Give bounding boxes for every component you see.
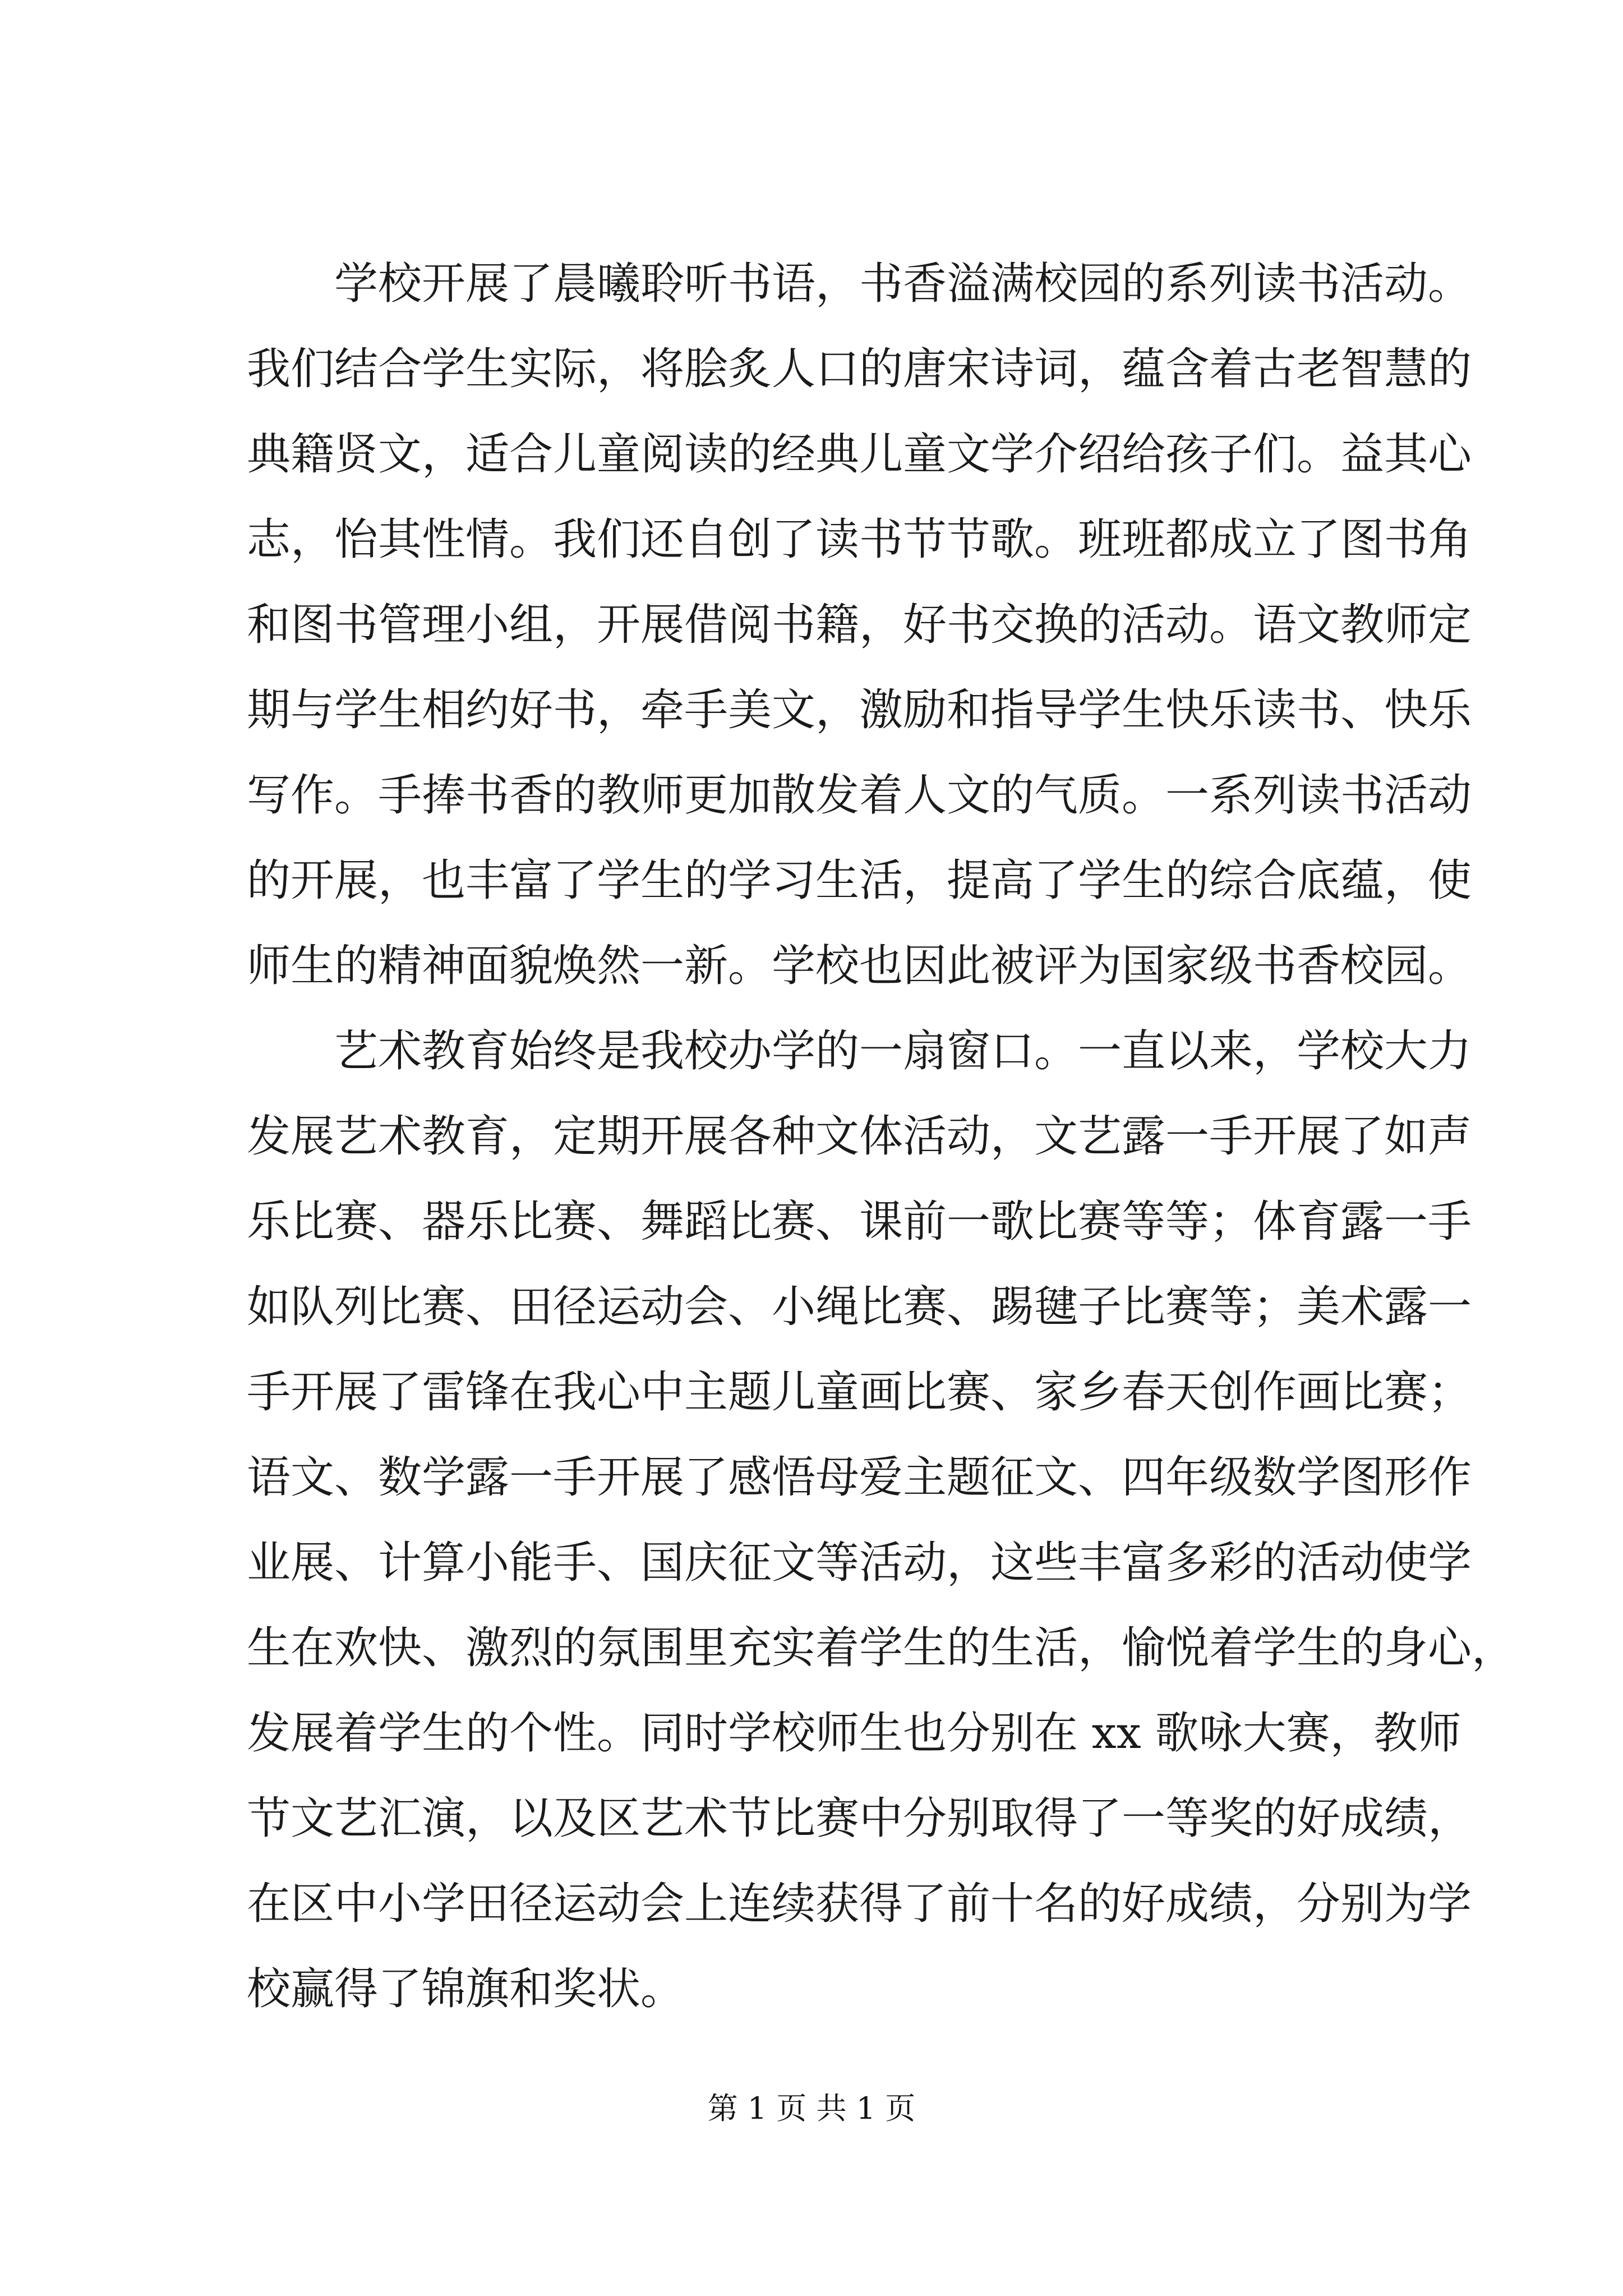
paragraph-1-line-9: 师生的精神面貌焕然一新。学校也因此被评为国家级书香校园。 <box>247 941 1472 991</box>
page-number-label: 第 1 页 共 1 页 <box>707 2091 916 2126</box>
document-body <box>247 241 1516 2032</box>
paragraph-2-line-2: 发展艺术教育，定期开展各种文体活动，文艺露一手开展了如声 <box>247 1111 1472 1162</box>
paragraph-2-line-6: 语文、数学露一手开展了感悟母爱主题征文、四年级数学图形作 <box>247 1452 1472 1503</box>
paragraph-2-line-10: 节文艺汇演，以及区艺术节比赛中分别取得了一等奖的好成绩， <box>247 1793 1472 1844</box>
paragraph-1-line-7: 写作。手捧书香的教师更加散发着人文的气质。一系列读书活动 <box>247 770 1472 821</box>
paragraph-1-line-4: 志，怡其性情。我们还自创了读书节节歌。班班都成立了图书角 <box>247 514 1472 565</box>
paragraph-2-line-5: 手开展了雷锋在我心中主题儿童画比赛、家乡春天创作画比赛； <box>247 1367 1472 1418</box>
paragraph-2-line-12: 校赢得了锦旗和奖状。 <box>247 1964 685 2014</box>
paragraph-2-line-3: 乐比赛、器乐比赛、舞蹈比赛、课前一歌比赛等等；体育露一手 <box>247 1197 1472 1247</box>
paragraph-2-line-1: 艺术教育始终是我校办学的一扇窗口。一直以来，学校大力 <box>334 1026 1472 1076</box>
paragraph-2-line-8: 生在欢快、激烈的氛围里充实着学生的生活，愉悦着学生的身心， <box>247 1623 1516 1673</box>
paragraph-2-line-4: 如队列比赛、田径运动会、小绳比赛、踢毽子比赛等；美术露一 <box>247 1282 1472 1332</box>
page-footer <box>0 2089 1623 2128</box>
paragraph-2-line-11: 在区中小学田径运动会上连续获得了前十名的好成绩，分别为学 <box>247 1879 1472 1929</box>
paragraph-1-line-5: 和图书管理小组，开展借阅书籍，好书交换的活动。语文教师定 <box>247 600 1472 650</box>
paragraph-1-line-8: 的开展，也丰富了学生的学习生活，提高了学生的综合底蕴，使 <box>247 855 1472 906</box>
paragraph-1-line-6: 期与学生相约好书，牵手美文，激励和指导学生快乐读书、快乐 <box>247 685 1472 735</box>
paragraph-1-line-1: 学校开展了晨曦聆听书语，书香溢满校园的系列读书活动。 <box>334 259 1472 309</box>
paragraph-1-line-3: 典籍贤文，适合儿童阅读的经典儿童文学介绍给孩子们。益其心 <box>247 429 1472 480</box>
paragraph-2-line-7: 业展、计算小能手、国庆征文等活动，这些丰富多彩的活动使学 <box>247 1538 1472 1588</box>
paragraph-2-line-9: 发展着学生的个性。同时学校师生也分别在 xx 歌咏大赛，教师 <box>247 1708 1461 1759</box>
paragraph-1-line-2: 我们结合学生实际，将脍炙人口的唐宋诗词，蕴含着古老智慧的 <box>247 344 1472 394</box>
